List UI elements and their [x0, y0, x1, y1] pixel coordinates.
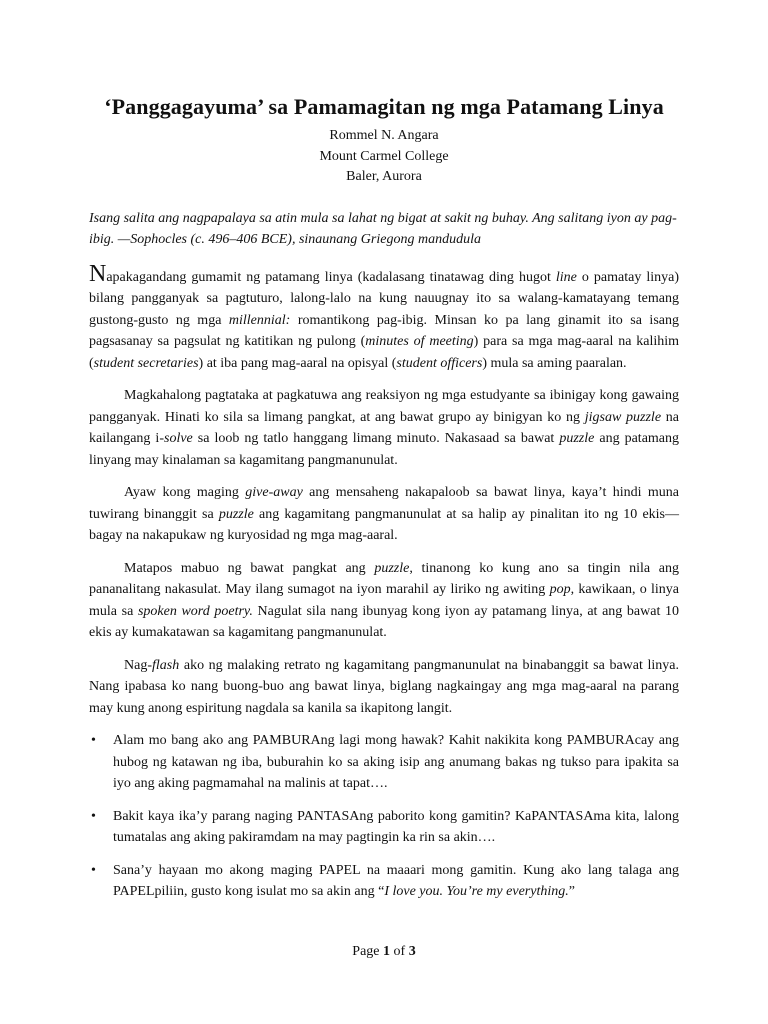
- p1-text-a: apakagandang gumamit ng patamang linya (kadalasang tinatawag ding hugot: [106, 269, 556, 285]
- p4-text-g: Nagulat sila nang ibunyag kong iyon ay patamang linya, at ang bawat 10 ekis ay kumakatawan sa kagamitang pangmanunulat.: [89, 603, 680, 640]
- paragraph-1: [89, 260, 680, 375]
- p1-text-i: ) at iba pang mag-aaral na opisyal (: [198, 355, 397, 371]
- bullet-3-text-a: Sana’y hayaan mo akong maging PAPEL na maaari mong gamitin. Kung ako lang talaga ang PAPELpiliin, gusto kong isulat mo sa akin ang “: [113, 862, 679, 899]
- list-item: [89, 806, 679, 849]
- page-total: 3: [408, 944, 416, 959]
- p1-italic-h: student secretaries: [93, 355, 199, 371]
- of-word: of: [393, 944, 406, 959]
- p4-text-c: , tinanong ko kung ano sa tingin nila ang pananalitang nakasulat. May ilang sumagot na iyon marahil ay liriko ng awiting: [89, 560, 679, 597]
- p2-text-c: na kailangang i-: [89, 409, 679, 446]
- p4-italic-f: spoken word poetry.: [137, 603, 253, 619]
- bullet-3-italic-b: I love you. You’re my everything.: [384, 884, 569, 899]
- page-footer: [0, 942, 768, 962]
- author-location: Baler, Aurora: [346, 169, 422, 184]
- p1-italic-j: student officers: [396, 355, 483, 371]
- p3-italic-b: give-away: [245, 485, 303, 500]
- bullet-1-text: Alam mo bang ako ang PAMBURAng lagi mong hawak? Kahit nakikita kong PAMBURAcay ang hubog ng katawan ng iba, buburahin ko sa aking isip ang anumang bakas ng tukso para ipakita sa iyo ang aking pagmamahal na malinis at tapat….: [113, 733, 679, 791]
- document-title: ‘Panggagayuma’ sa Pamamagitan ng mga Patamang Linya: [104, 94, 664, 119]
- p1-italic-f: minutes of meeting: [365, 334, 474, 349]
- p2-italic-d: solve: [164, 431, 193, 446]
- bullet-icon: •: [91, 733, 96, 748]
- p1-italic-b: line: [555, 269, 577, 285]
- p1-text-c: o pamatay linya) bilang pangganyak sa pagtuturo, lalong-lalo na kung nauugnay ito sa walang-kamatayang temang gustong-gusto ng mga: [89, 269, 680, 328]
- p3-text-c: ang mensaheng nakapaloob sa bawat linya, kaya’t hindi muna tuwirang binanggit sa: [89, 485, 679, 522]
- paragraph-5: [89, 655, 679, 720]
- list-item: [89, 860, 679, 903]
- paragraph-4: [89, 558, 679, 644]
- list-item: [89, 730, 679, 795]
- paragraph-3: [89, 482, 679, 547]
- p4-text-a: Matapos mabuo ng bawat pangkat ang: [124, 560, 375, 576]
- document-body: [89, 92, 679, 914]
- p5-text-a: Nag-: [124, 657, 152, 673]
- p1-text-k: ) mula sa aming paaralan.: [482, 355, 627, 371]
- p5-text-c: ako ng malaking retrato ng kagamitang pangmanunulat na binabanggit sa bawat linya. Nang ipabasa ko nang buong-buo ang bawat linya, biglang nagkaingay ang mga mag-aaral na parang may kung anong espiritung nagdala sa kanila sa ikapitong langit.: [89, 657, 679, 716]
- p2-italic-b: jigsaw puzzle: [584, 409, 662, 425]
- p3-italic-d: puzzle: [218, 506, 254, 522]
- bullet-3-text-c: ”: [568, 884, 575, 899]
- bullet-2-text: Bakit kaya ika’y parang naging PANTASAng paborito kong gamitin? KaPANTASAma kita, lalong tumatalas ang aking pakiramdam na may pagtingin ka rin sa akin….: [113, 808, 679, 845]
- paragraph-2: [89, 385, 679, 471]
- p1-text-g: ) para sa mga mag-aaral na kalihim (: [89, 334, 679, 371]
- bullet-icon: •: [91, 862, 96, 878]
- bullet-icon: •: [91, 808, 96, 824]
- author-name: Rommel N. Angara: [329, 128, 439, 143]
- p2-italic-f: puzzle: [559, 431, 595, 446]
- p4-text-e: , kawikaan, o linya mula sa: [89, 582, 680, 619]
- page-word: Page: [352, 944, 380, 959]
- drop-cap: N: [89, 260, 107, 287]
- p1-italic-d: millennial:: [228, 312, 291, 328]
- p2-text-a: Magkahalong pagtataka at pagkatuwa ang reaksiyon ng mga estudyante sa ibinigay kong gawaing pangganyak. Hinati ko sila sa limang pangkat, at ang bawat grupo ay binigyan ko ng: [89, 388, 679, 425]
- institution-name: Mount Carmel College: [319, 148, 449, 164]
- epigraph: Isang salita ang nagpapalaya sa atin mula sa lahat ng bigat at sakit ng buhay. Ang salitang iyon ay pag-ibig. —Sophocles (c. 496–406 BCE), sinaunang Griegong mandudula: [89, 210, 677, 247]
- p4-italic-d: pop: [549, 582, 571, 597]
- p2-text-g: ang patamang linyang may kinalaman sa kagamitang pangmanunulat.: [89, 431, 680, 468]
- p2-text-e: sa loob ng tatlo hanggang limang minuto. Nakasaad sa bawat: [192, 431, 560, 446]
- p3-text-a: Ayaw kong maging: [124, 485, 246, 500]
- p4-italic-b: puzzle: [374, 560, 410, 576]
- p3-text-e: ang kagamitang pangmanunulat at sa halip ay pinalitan ito ng 10 ekis—bagay na nakapukaw ng kuryosidad ng mga mag-aaral.: [89, 506, 680, 543]
- p5-italic-b: flash: [152, 657, 180, 673]
- pickup-lines-list: [89, 730, 679, 903]
- p1-text-e: romantikong pag-ibig. Minsan ko pa lang ginamit ito sa isang pagsasanay sa pagsulat ng katitikan ng pulong (: [89, 312, 679, 349]
- page-current: 1: [383, 944, 391, 959]
